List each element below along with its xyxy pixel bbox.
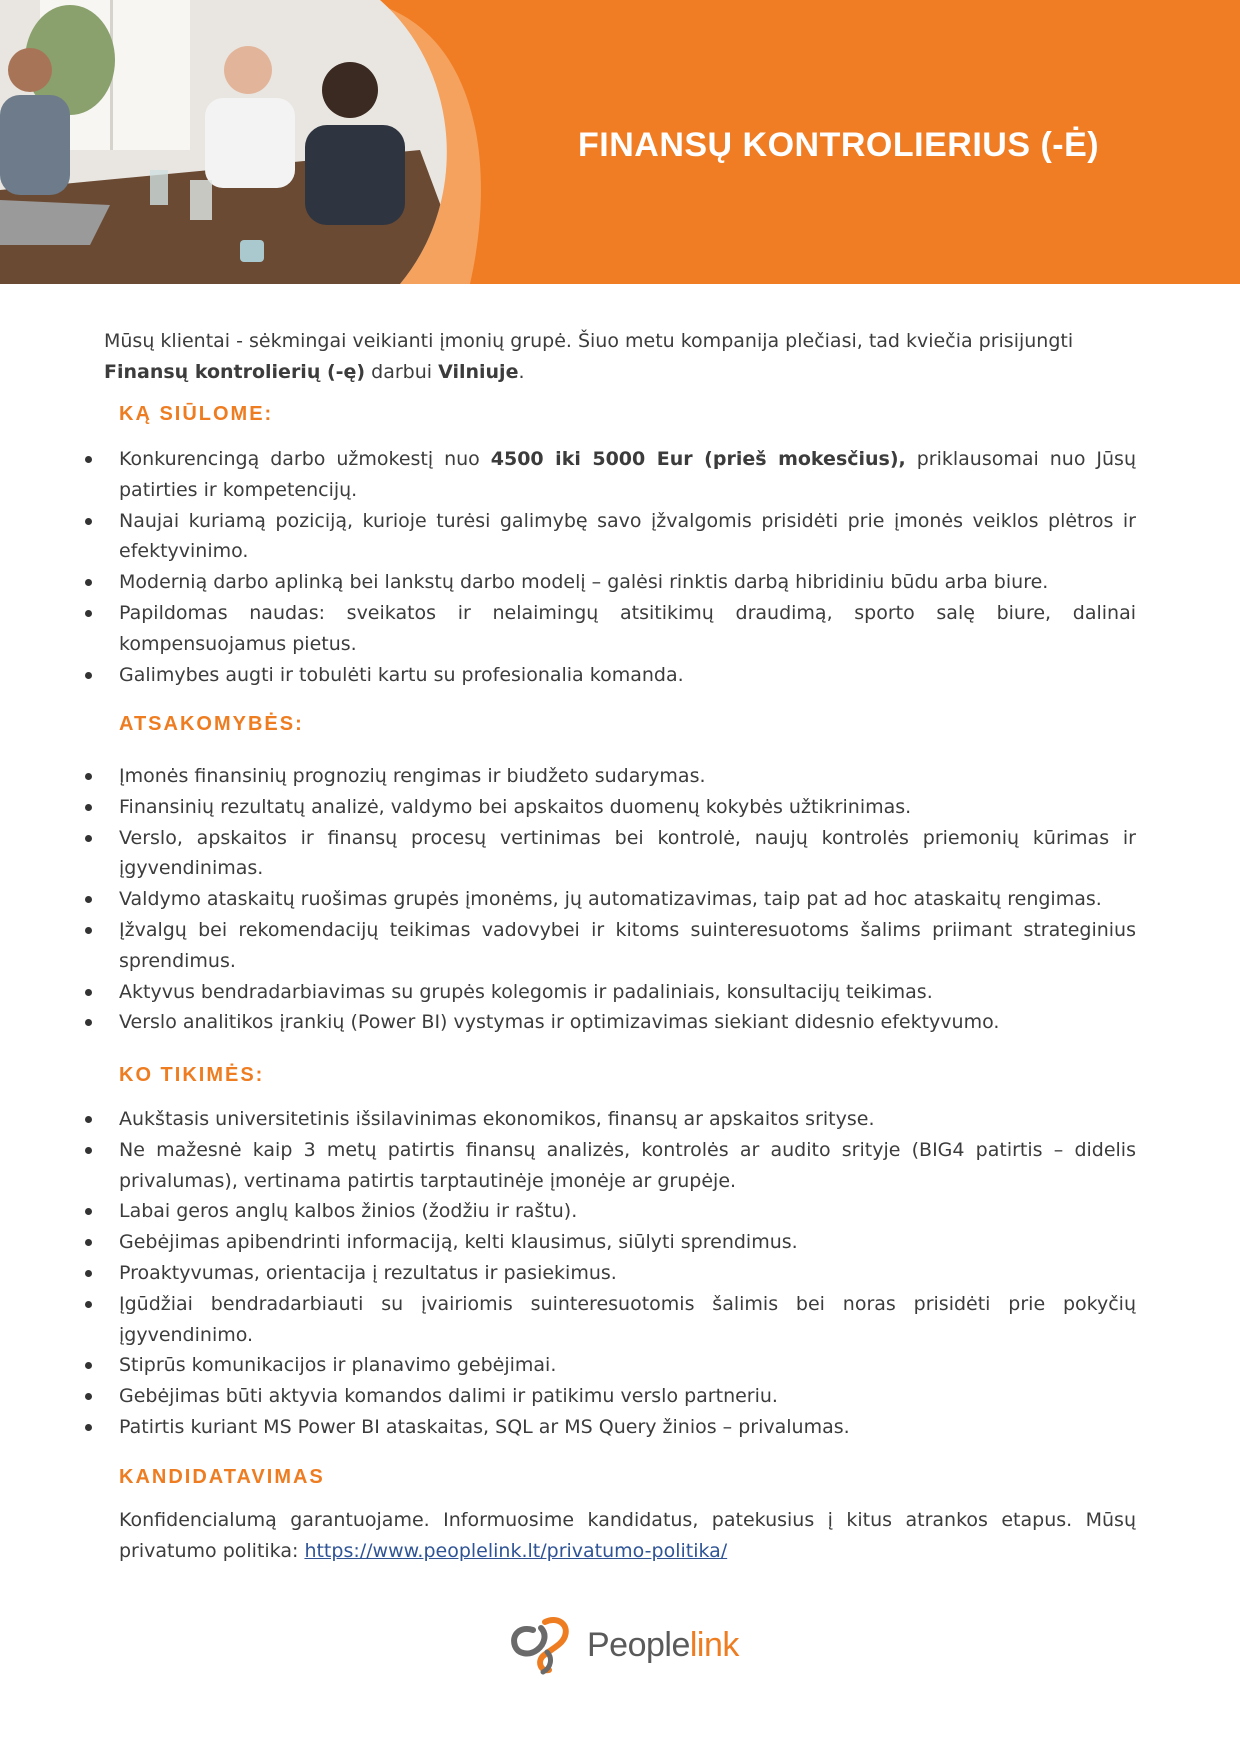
list-item-text: Proaktyvumas, orientacija į rezultatus ir pasiekimus. <box>119 1261 617 1284</box>
list-item-text: Įžvalgų bei rekomendacijų teikimas vadovybei ir kitoms suinteresuotoms šalims priimant strateginius sprendimus. <box>119 918 1136 972</box>
bullet-icon <box>85 579 92 586</box>
intro-paragraph <box>104 326 1134 388</box>
list-item <box>119 1135 1136 1197</box>
salary-range: 4500 iki 5000 Eur (prieš mokesčius), <box>490 448 906 470</box>
list-item <box>119 506 1136 568</box>
intro-text: . <box>518 361 525 383</box>
list-item <box>119 598 1136 660</box>
logo-word-link: link <box>689 1626 739 1664</box>
list-item-text: Naujai kuriamą poziciją, kurioje turėsi galimybę savo įžvalgomis prisidėti prie įmonės veiklos plėtros ir efektyvinimo. <box>119 509 1136 563</box>
bullet-icon <box>85 1393 92 1400</box>
list-item <box>119 823 1136 885</box>
responsibilities-list <box>119 761 1136 1038</box>
job-title: FINANSŲ KONTROLIERIUS (-Ė) <box>578 126 1100 164</box>
list-item-text: Konkurencingą darbo užmokestį nuo <box>119 448 491 470</box>
bullet-icon <box>85 773 92 780</box>
bullet-icon <box>85 1301 92 1308</box>
bullet-icon <box>85 518 92 525</box>
bullet-icon <box>85 927 92 934</box>
bullet-icon <box>85 1208 92 1215</box>
list-item <box>119 1007 1136 1038</box>
list-item <box>119 660 1136 691</box>
privacy-policy-link[interactable]: https://www.peoplelink.lt/privatumo-politika/ <box>304 1540 728 1562</box>
list-item-text: Stiprūs komunikacijos ir planavimo gebėjimai. <box>119 1354 557 1377</box>
list-item <box>119 1412 1136 1443</box>
list-item-text: Verslo, apskaitos ir finansų procesų vertinimas bei kontrolė, naujų kontrolės priemonių kūrimas ir įgyvendinimas. <box>119 826 1136 880</box>
list-item-text: Patirtis kuriant MS Power BI ataskaitas, SQL ar MS Query žinios – privalumas. <box>119 1415 850 1438</box>
bullet-icon <box>85 1116 92 1123</box>
expectations-list <box>119 1104 1136 1443</box>
bullet-icon <box>85 1147 92 1154</box>
intro-role: Finansų kontrolierių (-ę) <box>104 361 366 383</box>
offer-heading: KĄ SIŪLOME: <box>119 403 274 425</box>
list-item <box>119 1104 1136 1135</box>
peoplelink-logo-icon <box>507 1616 577 1678</box>
application-paragraph <box>119 1505 1136 1567</box>
bullet-icon <box>85 1239 92 1246</box>
list-item-text: Ne mažesnė kaip 3 metų patirtis finansų analizės, kontrolės ar audito srityje (BIG4 patirtis – didelis privalumas), vertinama patirtis tarptautinėje įmonėje ar grupėje. <box>119 1138 1136 1192</box>
header-banner <box>0 0 1240 284</box>
intro-text: darbui <box>365 361 439 383</box>
list-item <box>119 1196 1136 1227</box>
list-item <box>119 1289 1136 1351</box>
list-item <box>119 977 1136 1008</box>
list-item <box>119 1350 1136 1381</box>
bullet-icon <box>85 989 92 996</box>
bullet-icon <box>85 456 92 463</box>
list-item <box>119 792 1136 823</box>
bullet-icon <box>85 672 92 679</box>
list-item-text: Verslo analitikos įrankių (Power BI) vystymas ir optimizavimas siekiant didesnio efektyvumo. <box>119 1011 1000 1034</box>
list-item <box>119 884 1136 915</box>
list-item <box>119 1227 1136 1258</box>
application-heading: KANDIDATAVIMAS <box>119 1466 325 1488</box>
logo-word-people: People <box>587 1626 690 1664</box>
list-item-text: Finansinių rezultatų analizė, valdymo bei apskaitos duomenų kokybės užtikrinimas. <box>119 795 912 818</box>
list-item-text: Aktyvus bendradarbiavimas su grupės kolegomis ir padaliniais, konsultacijų teikimas. <box>119 980 933 1003</box>
list-item-text: Įgūdžiai bendradarbiauti su įvairiomis suinteresuotomis šalimis bei noras prisidėti prie pokyčių įgyvendinimo. <box>119 1292 1136 1346</box>
list-item-text: Valdymo ataskaitų ruošimas grupės įmonėms, jų automatizavimas, taip pat ad hoc ataskaitų rengimas. <box>119 888 1102 911</box>
list-item-text: Labai geros anglų kalbos žinios (žodžiu ir raštu). <box>119 1200 578 1223</box>
responsibilities-heading: ATSAKOMYBĖS: <box>119 713 304 735</box>
bullet-icon <box>85 835 92 842</box>
bullet-icon <box>85 1019 92 1026</box>
logo-wordmark <box>587 1626 739 1665</box>
bullet-icon <box>85 610 92 617</box>
intro-city: Vilniuje <box>438 361 519 383</box>
list-item-text: Galimybes augti ir tobulėti kartu su profesionalia komanda. <box>119 663 684 686</box>
offer-list <box>119 444 1136 690</box>
application-text: Konfidencialumą garantuojame. Informuosime kandidatus, patekusius į kitus atrankos etapus. Mūsų privatumo politika: <box>119 1509 1136 1562</box>
expectations-heading: KO TIKIMĖS: <box>119 1064 265 1086</box>
bullet-icon <box>85 1362 92 1369</box>
intro-text: Mūsų klientai - sėkmingai veikianti įmonių grupė. Šiuo metu kompanija plečiasi, tad kviečia prisijungti <box>104 330 1074 352</box>
list-item-text: Aukštasis universitetinis išsilavinimas ekonomikos, finansų ar apskaitos srityse. <box>119 1108 875 1130</box>
list-item-text: Įmonės finansinių prognozių rengimas ir biudžeto sudarymas. <box>119 765 706 787</box>
list-item <box>119 444 1136 506</box>
list-item <box>119 567 1136 598</box>
list-item <box>119 915 1136 977</box>
list-item <box>119 761 1136 792</box>
list-item-text: Gebėjimas apibendrinti informaciją, kelti klausimus, siūlyti sprendimus. <box>119 1231 798 1254</box>
list-item-text: Gebėjimas būti aktyvia komandos dalimi ir patikimu verslo partneriu. <box>119 1385 778 1408</box>
list-item-text: Modernią darbo aplinką bei lankstų darbo modelį – galėsi rinktis darbą hibridiniu būdu arba biure. <box>119 571 1049 594</box>
bullet-icon <box>85 804 92 811</box>
bullet-icon <box>85 896 92 903</box>
peoplelink-logo <box>507 1612 767 1682</box>
list-item <box>119 1381 1136 1412</box>
bullet-icon <box>85 1270 92 1277</box>
bullet-icon <box>85 1424 92 1431</box>
list-item-text: priklausomai nuo Jūsų patirties ir kompetencijų. <box>119 448 1136 501</box>
list-item-text: Papildomas naudas: sveikatos ir nelaimingų atsitikimų draudimą, sporto salę biure, dalinai kompensuojamus pietus. <box>119 601 1136 655</box>
list-item <box>119 1258 1136 1289</box>
